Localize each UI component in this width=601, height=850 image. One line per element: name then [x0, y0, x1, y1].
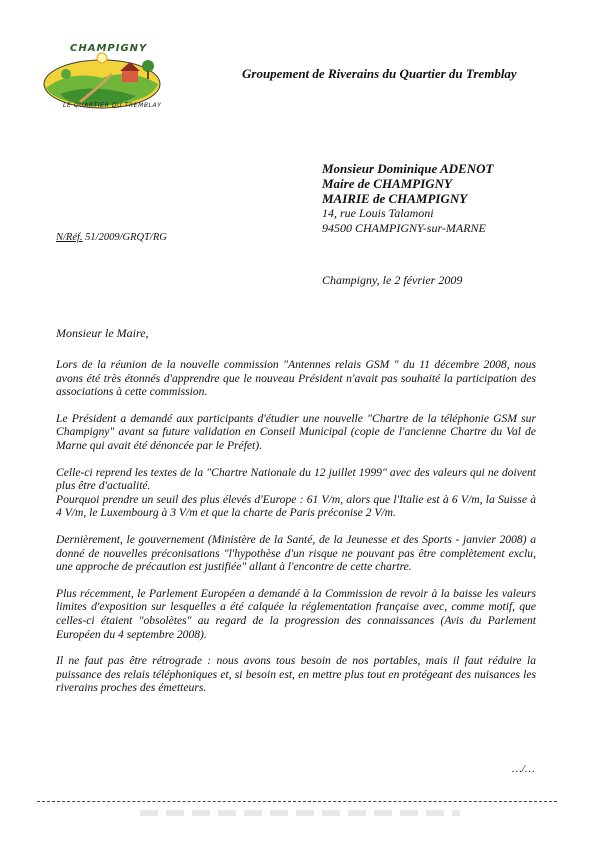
salutation: Monsieur le Maire,: [56, 326, 149, 340]
organization-name: Groupement de Riverains du Quartier du Tremblay: [242, 66, 517, 81]
paragraph: Dernièrement, le gouvernement (Ministère de la Santé, de la Jeunesse et des Sports - janvier 2008) a donné de nouvelles préconisations "l'hypothèse d'un risque ne pouvant pas être complètement exclu, une approche de précaution est justifiée" allant à l'encontre de cette chartre.: [56, 532, 536, 574]
paragraph: Pourquoi prendre un seuil des plus élevés d'Europe : 61 V/m, alors que l'Italie est à 6 V/m, la Suisse à 4 V/m, le Luxembourg à 3 V/m et que la charte de Paris préconise 2 V/m.: [56, 492, 536, 520]
recipient-office: MAIRIE de CHAMPIGNY: [322, 191, 468, 206]
letter-body: [56, 358, 536, 708]
paragraph: Celle-ci reprend les textes de la "Chartre Nationale du 12 juillet 1999" avec des valeurs qui ne doivent plus être d'actualité.: [56, 465, 536, 493]
logo-title: CHAMPIGNY: [70, 43, 148, 54]
footer-divider: [37, 801, 557, 802]
recipient-street: 14, rue Louis Talamoni: [322, 206, 434, 220]
reference-value: 51/2009/GRQT/RG: [82, 232, 167, 243]
recipient-city: 94500 CHAMPIGNY-sur-MARNE: [322, 221, 486, 235]
paragraph: Le Président a demandé aux participants d'étudier une nouvelle "Chartre de la téléphonie GSM sur Champigny" avant sa future validation en Conseil Municipal (copie de l'ancienne Chartre du Val de Marne qui avait été dénoncée par le Préfet).: [56, 411, 536, 452]
continuation-mark: …/…: [512, 763, 535, 775]
letter-date: Champigny, le 2 février 2009: [322, 273, 463, 287]
recipient-address: [322, 161, 493, 236]
paragraph: Lors de la réunion de la nouvelle commission "Antennes relais GSM " du 11 décembre 2008, nous avons été très étonnés d'apprendre que le nouveau Président n'avait pas souhaité la participation des associations à cette commission.: [56, 358, 536, 399]
reference-label: N/Réf.: [56, 232, 83, 243]
paragraph: Plus récemment, le Parlement Européen a demandé à la Commission de revoir à la baisse les valeurs limites d'exposition sur lesquelles a été calquée la réglementation française avec, comme motif, que celles-ci étaient "obsolètes" au regard de la progression des connaissances (Avis du Parlement Européen du 4 septembre 2008).: [56, 586, 536, 641]
logo-subtitle: LE QUARTIER DU TREMBLAY: [63, 102, 162, 109]
reference: [56, 232, 167, 243]
footer-faint-text: [140, 810, 460, 816]
recipient-title: Maire de CHAMPIGNY: [322, 176, 452, 191]
champigny-logo: [40, 44, 190, 118]
recipient-name: Monsieur Dominique ADENOT: [322, 161, 494, 176]
paragraph: Il ne faut pas être rétrograde : nous avons tous besoin de nos portables, mais il faut réduire la puissance des relais téléphoniques et, si besoin est, en mettre plus tout en protégeant des nuisances les riverains proches des émetteurs.: [56, 654, 536, 695]
